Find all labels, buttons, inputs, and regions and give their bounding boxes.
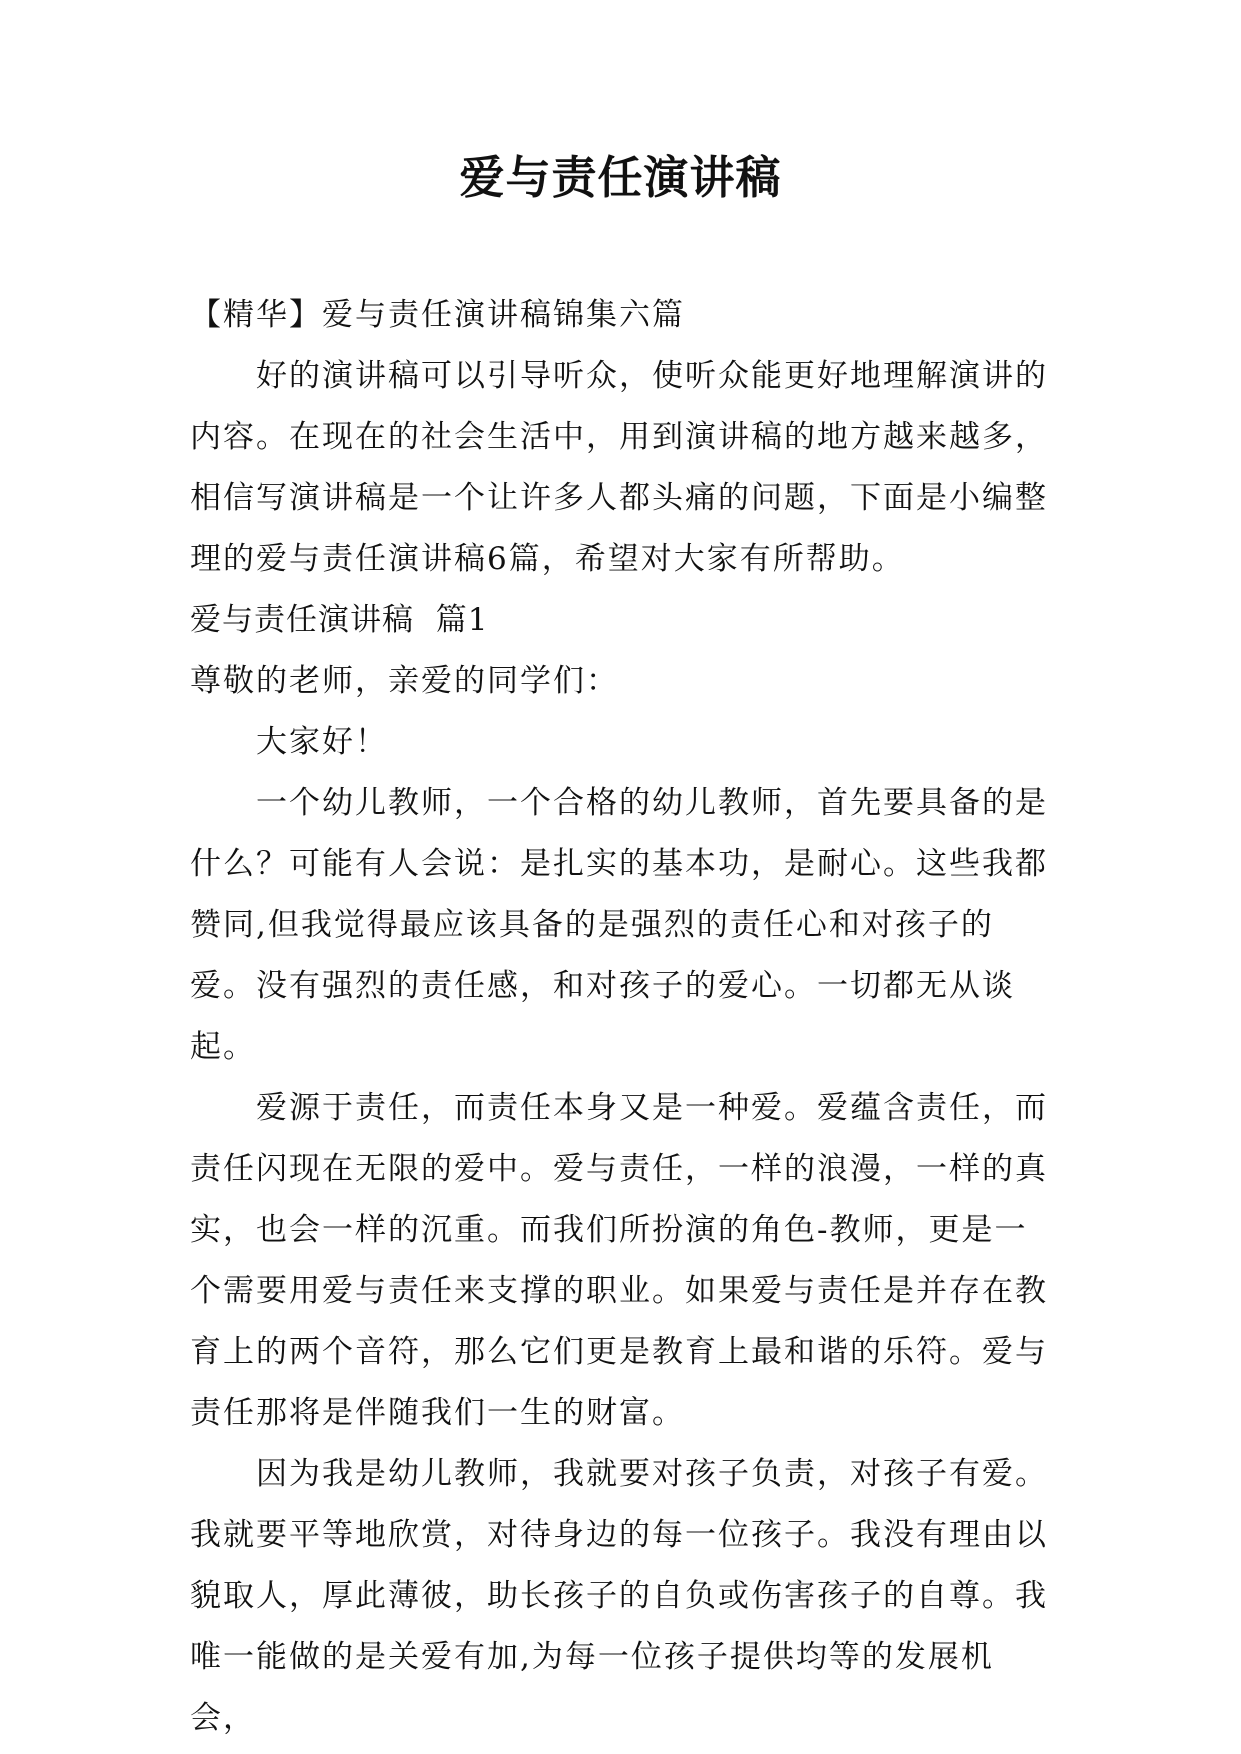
- document-title: 爱与责任演讲稿: [459, 151, 782, 204]
- document-body: [190, 285, 1050, 1749]
- salutation: 尊敬的老师，亲爱的同学们：: [190, 663, 619, 699]
- paragraph-1: 一个幼儿教师，一个合格的幼儿教师，首先要具备的是什么？可能有人会说：是扎实的基本功，是耐心。这些我都赞同,但我觉得最应该具备的是强烈的责任心和对孩子的爱。没有强烈的责任感，和对孩子的爱心。一切都无从谈起。: [190, 785, 1048, 1065]
- subtitle: 【精华】爱与责任演讲稿锦集六篇: [190, 297, 685, 333]
- paragraph-3: 因为我是幼儿教师，我就要对孩子负责，对孩子有爱。我就要平等地欣赏，对待身边的每一位孩子。我没有理由以貌取人，厚此薄彼，助长孩子的自负或伤害孩子的自尊。我唯一能做的是关爱有加,为每一位孩子提供均等的发展机会，: [190, 1456, 1048, 1736]
- intro-paragraph: 好的演讲稿可以引导听众，使听众能更好地理解演讲的内容。在现在的社会生活中，用到演讲稿的地方越来越多，相信写演讲稿是一个让许多人都头痛的问题，下面是小编整理的爱与责任演讲稿6篇，希望对大家有所帮助。: [190, 358, 1048, 577]
- section-heading: 爱与责任演讲稿 篇1: [190, 602, 489, 638]
- greeting: 大家好！: [256, 724, 388, 760]
- paragraph-2: 爱源于责任，而责任本身又是一种爱。爱蕴含责任，而责任闪现在无限的爱中。爱与责任，一样的浪漫，一样的真实，也会一样的沉重。而我们所扮演的角色-教师，更是一个需要用爱与责任来支撑的职业。如果爱与责任是并存在教育上的两个音符，那么它们更是教育上最和谐的乐符。爱与责任那将是伴随我们一生的财富。: [190, 1090, 1048, 1431]
